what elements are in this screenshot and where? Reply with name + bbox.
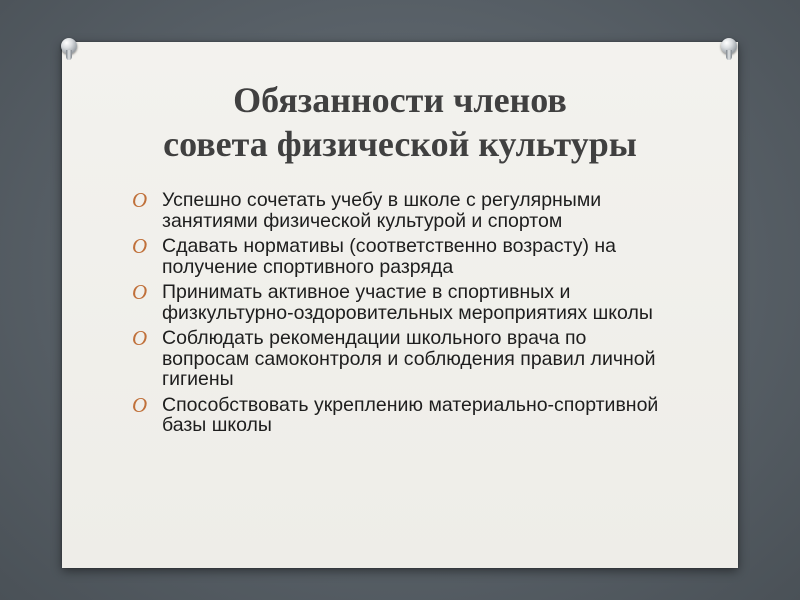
bullet-icon: O <box>132 188 148 212</box>
list-item <box>126 328 666 390</box>
list-item-text: Сдавать нормативы (соответственно возрасту) на получение спортивного разряда <box>162 235 617 278</box>
list-item <box>126 392 666 436</box>
bullet-icon: O <box>132 392 148 417</box>
slide-title-line-2: совета физической культуры <box>163 124 637 164</box>
list-item-text: Соблюдать рекомендации школьного врача по вопросам самоконтроля и соблюдения правил личной гигиены <box>162 327 656 390</box>
pushpin-icon <box>58 38 80 60</box>
list-item-text: Успешно сочетать учебу в школе с регулярными занятиями физической культурой и спортом <box>162 189 602 232</box>
pushpin-icon <box>718 38 740 60</box>
list-item <box>126 236 666 277</box>
bullet-icon: O <box>132 234 148 258</box>
bullet-icon: O <box>132 326 148 350</box>
slide-title-line-1: Обязанности членов <box>233 80 567 120</box>
list-item-text: Способствовать укреплению материально-спортивной базы школы <box>162 393 659 436</box>
list-item <box>126 190 666 231</box>
slide-title <box>0 78 800 166</box>
bullet-icon: O <box>132 280 148 304</box>
duties-list <box>126 190 666 441</box>
list-item-text: Принимать активное участие в спортивных и физкультурно-оздоровительных мероприятиях школы <box>162 281 653 324</box>
list-item <box>126 282 666 323</box>
